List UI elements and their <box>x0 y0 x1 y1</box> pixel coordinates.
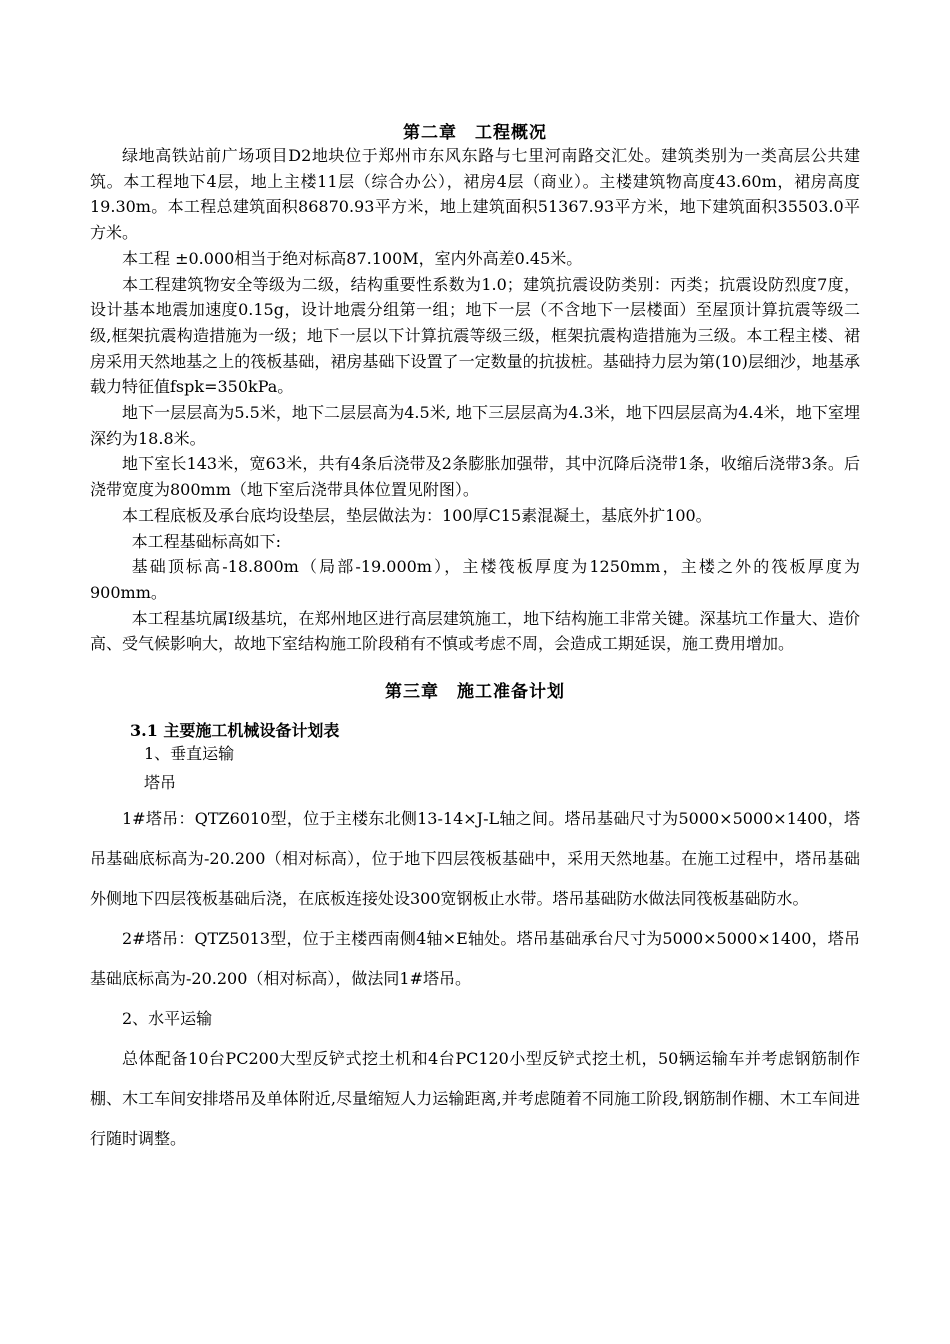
section-3-1-heading: 3.1 主要施工机械设备计划表 <box>130 721 340 741</box>
paragraph-cushion: 本工程底板及承台底均设垫层，垫层做法为：100厚C15素混凝土，基底外扩100。 <box>122 505 712 525</box>
paragraph-overview: 绿地高铁站前广场项目D2地块位于郑州市东风东路与七里河南路交汇处。建筑类别为一类高层公共建筑。本工程地下4层，地上主楼11层（综合办公），裙房4层（商业）。主楼建筑物高度43.60m，裙房高度19.30m。本工程总建筑面积86870.93平方米，地上建筑面积51367.93平方米，地下建筑面积35503.0平方米。 <box>90 146 860 243</box>
paragraph-basement: 地下室长143米，宽63米，共有4条后浇带及2条膨胀加强带，其中沉降后浇带1条，收缩后浇带3条。后浇带宽度为800mm（地下室后浇带具体位置见附图）。 <box>90 454 860 500</box>
chapter-2-title: 第二章 工程概况 <box>403 123 547 143</box>
sub-heading-horizontal: 2、水平运输 <box>122 1008 213 1028</box>
crane-label: 塔吊 <box>144 772 177 792</box>
paragraph-foundation-levels: 基础顶标高-18.800m（局部-19.000m），主楼筏板厚度为1250mm，主楼之外的筏板厚度为900mm。 <box>90 557 860 602</box>
paragraph-crane-1: 1#塔吊：QTZ6010型，位于主楼东北侧13-14×J-L轴之间。塔吊基础尺寸为5000×5000×1400，塔吊基础底标高为-20.200（相对标高），位于地下四层筏板基础中，采用天然地基。在施工过程中，塔吊基础外侧地下四层筏板基础后浇，在底板连接处设300宽钢板止水带。塔吊基础防水做法同筏板基础防水。 <box>90 808 860 908</box>
paragraph-seismic: 本工程建筑物安全等级为二级，结构重要性系数为1.0；建筑抗震设防类别：丙类；抗震设防烈度7度，设计基本地震加速度0.15g，设计地震分组第一组；地下一层（不含地下一层楼面）至屋顶计算抗震等级二级,框架抗震构造措施为一级；地下一层以下计算抗震等级三级，框架抗震构造措施为三级。本工程主楼、裙房采用天然地基之上的筏板基础，裙房基础下设置了一定数量的抗拔桩。基础持力层为第(10)层细沙，地基承载力特征值fspk=350kPa。 <box>90 274 860 397</box>
paragraph-crane-2: 2#塔吊：QTZ5013型，位于主楼西南侧4轴×E轴处。塔吊基础承台尺寸为5000×5000×1400，塔吊基础底标高为-20.200（相对标高），做法同1#塔吊。 <box>90 928 860 988</box>
sub-heading-vertical: 1、垂直运输 <box>144 744 235 764</box>
chapter-3-title: 第三章 施工准备计划 <box>385 682 565 703</box>
paragraph-floor-heights: 地下一层层高为5.5米，地下二层层高为4.5米, 地下三层层高为4.3米，地下四层层高为4.4米，地下室埋深约为18.8米。 <box>90 403 860 448</box>
document-page <box>90 118 860 1159</box>
paragraph-horizontal: 总体配备10台PC200大型反铲式挖土机和4台PC120小型反铲式挖土机，50辆运输车并考虑钢筋制作棚、木工车间安排塔吊及单体附近,尽量缩短人力运输距离,并考虑随着不同施工阶段,钢筋制作棚、木工车间进行随时调整。 <box>90 1048 860 1148</box>
paragraph-elevation: 本工程 ±0.000相当于绝对标高87.100M，室内外高差0.45米。 <box>122 248 583 268</box>
paragraph-foundation-label: 本工程基础标高如下: <box>131 531 281 551</box>
paragraph-pit: 本工程基坑属Ⅰ级基坑，在郑州地区进行高层建筑施工，地下结构施工非常关键。深基坑工作量大、造价高、受气候影响大，故地下室结构施工阶段稍有不慎或考虑不周，会造成工期延误，施工费用增加。 <box>90 608 860 654</box>
